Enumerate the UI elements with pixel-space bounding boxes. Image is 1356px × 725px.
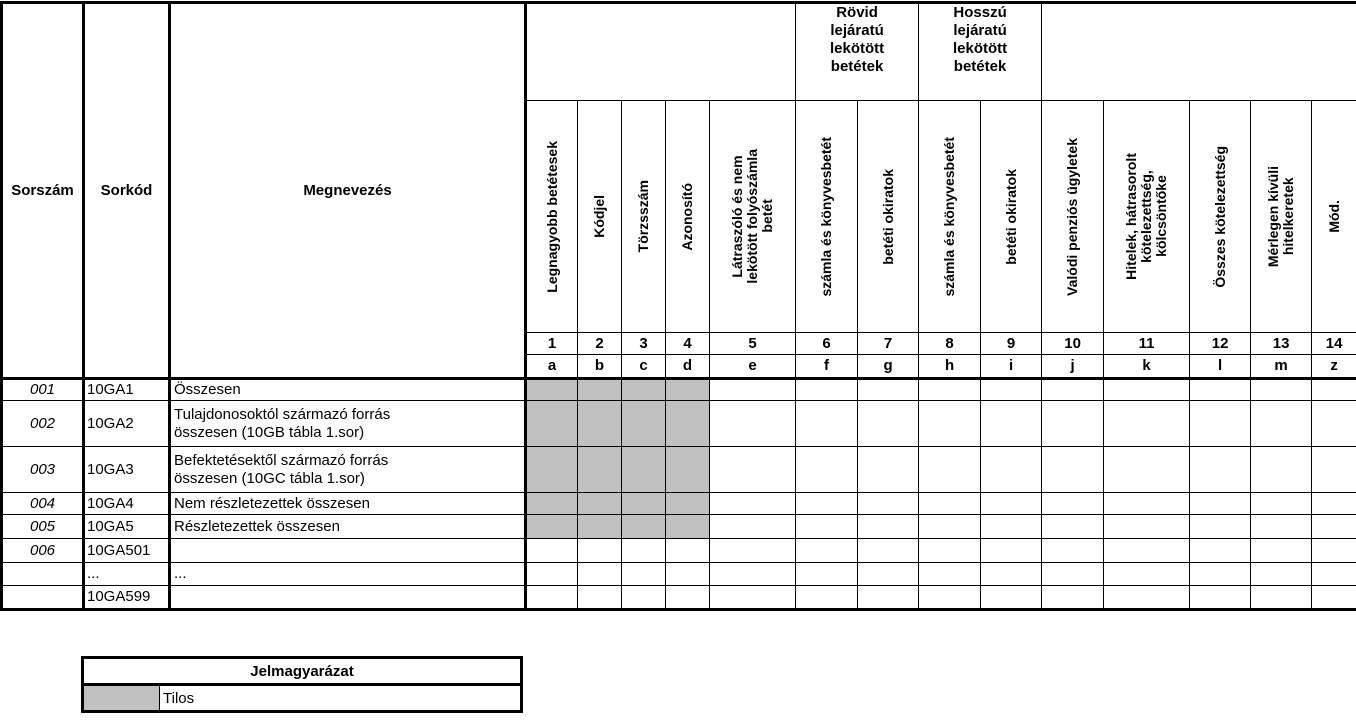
forbidden-cell bbox=[622, 515, 666, 539]
row-megnevezes: Befektetésektől származó forrás összesen (10GC tábla 1.sor) bbox=[170, 447, 526, 493]
input-cell[interactable] bbox=[710, 563, 796, 586]
col-letter: m bbox=[1251, 355, 1312, 379]
legend-title: Jelmagyarázat bbox=[83, 658, 522, 685]
table-row bbox=[2, 493, 1356, 515]
row-megnevezes: Összesen bbox=[170, 379, 526, 401]
legend-label: Tilos bbox=[160, 685, 522, 712]
col-number: 9 bbox=[981, 333, 1042, 355]
input-cell[interactable] bbox=[710, 447, 796, 493]
col-number: 11 bbox=[1104, 333, 1190, 355]
input-cell[interactable] bbox=[1104, 401, 1190, 447]
input-cell[interactable] bbox=[919, 586, 981, 610]
input-cell[interactable] bbox=[1251, 493, 1312, 515]
input-cell[interactable] bbox=[919, 563, 981, 586]
col-letter: h bbox=[919, 355, 981, 379]
input-cell[interactable] bbox=[981, 586, 1042, 610]
col-number: 4 bbox=[666, 333, 710, 355]
forbidden-cell bbox=[578, 401, 622, 447]
input-cell[interactable] bbox=[796, 515, 858, 539]
col-letter: e bbox=[710, 355, 796, 379]
col-number: 5 bbox=[710, 333, 796, 355]
col-header-8: számla és könyvesbetét bbox=[941, 136, 958, 297]
input-cell[interactable] bbox=[1042, 563, 1104, 586]
row-megnevezes: Tulajdonosoktól származó forrás összesen (10GB tábla 1.sor) bbox=[170, 401, 526, 447]
input-cell[interactable] bbox=[578, 586, 622, 610]
input-cell[interactable] bbox=[1251, 401, 1312, 447]
input-cell[interactable] bbox=[981, 493, 1042, 515]
input-cell[interactable] bbox=[1312, 539, 1356, 563]
forbidden-cell bbox=[578, 379, 622, 401]
col-header-7: betéti okiratok bbox=[879, 168, 896, 265]
input-cell[interactable] bbox=[1190, 401, 1251, 447]
row-sorszam: 004 bbox=[2, 493, 84, 515]
input-cell[interactable] bbox=[919, 401, 981, 447]
input-cell[interactable] bbox=[919, 379, 981, 401]
header-group-hosszu: Hosszú lejáratú lekötött betétek bbox=[919, 3, 1042, 101]
col-number: 6 bbox=[796, 333, 858, 355]
forbidden-cell bbox=[578, 493, 622, 515]
col-letter: g bbox=[858, 355, 919, 379]
row-sorkod: 10GA501 bbox=[84, 539, 170, 563]
input-cell[interactable] bbox=[1042, 586, 1104, 610]
input-cell[interactable] bbox=[919, 493, 981, 515]
table-row bbox=[2, 401, 1356, 447]
col-number: 12 bbox=[1190, 333, 1251, 355]
col-header-14: Mód. bbox=[1325, 200, 1342, 233]
row-sorkod: 10GA5 bbox=[84, 515, 170, 539]
col-letter: k bbox=[1104, 355, 1190, 379]
input-cell[interactable] bbox=[622, 539, 666, 563]
input-cell[interactable] bbox=[1042, 401, 1104, 447]
input-cell[interactable] bbox=[1190, 563, 1251, 586]
col-header-4: Azonosító bbox=[679, 182, 695, 251]
row-megnevezes: Nem részletezettek összesen bbox=[170, 493, 526, 515]
input-cell[interactable] bbox=[858, 539, 919, 563]
row-sorkod: 10GA599 bbox=[84, 586, 170, 610]
col-number: 10 bbox=[1042, 333, 1104, 355]
input-cell[interactable] bbox=[981, 401, 1042, 447]
col-header-6: számla és könyvesbetét bbox=[818, 136, 835, 297]
forbidden-cell bbox=[526, 379, 578, 401]
input-cell[interactable] bbox=[1251, 563, 1312, 586]
forbidden-cell bbox=[578, 515, 622, 539]
input-cell[interactable] bbox=[526, 539, 578, 563]
input-cell[interactable] bbox=[858, 379, 919, 401]
input-cell[interactable] bbox=[1312, 493, 1356, 515]
input-cell[interactable] bbox=[796, 493, 858, 515]
col-header-5: Látraszóló és nem lekötött folyószámla betét bbox=[729, 149, 776, 284]
row-megnevezes bbox=[170, 539, 526, 563]
row-sorszam: 002 bbox=[2, 401, 84, 447]
col-letter: d bbox=[666, 355, 710, 379]
forbidden-cell bbox=[622, 379, 666, 401]
col-header-3: Törzsszám bbox=[635, 180, 651, 253]
input-cell[interactable] bbox=[1042, 493, 1104, 515]
row-sorkod: 10GA3 bbox=[84, 447, 170, 493]
col-letter: c bbox=[622, 355, 666, 379]
input-cell[interactable] bbox=[710, 493, 796, 515]
col-letter: z bbox=[1312, 355, 1356, 379]
col-number: 7 bbox=[858, 333, 919, 355]
input-cell[interactable] bbox=[796, 379, 858, 401]
input-cell[interactable] bbox=[1312, 515, 1356, 539]
input-cell[interactable] bbox=[1312, 401, 1356, 447]
col-number: 14 bbox=[1312, 333, 1356, 355]
header-blank-right bbox=[1042, 3, 1356, 101]
input-cell[interactable] bbox=[1042, 379, 1104, 401]
col-number: 13 bbox=[1251, 333, 1312, 355]
col-header-13: Mérlegen kívüli hitelkeretek bbox=[1265, 165, 1297, 268]
forbidden-cell bbox=[666, 515, 710, 539]
input-cell[interactable] bbox=[1042, 539, 1104, 563]
col-letter: b bbox=[578, 355, 622, 379]
row-sorszam: 003 bbox=[2, 447, 84, 493]
input-cell[interactable] bbox=[666, 563, 710, 586]
row-sorkod: ... bbox=[84, 563, 170, 586]
input-cell[interactable] bbox=[1312, 379, 1356, 401]
input-cell[interactable] bbox=[622, 563, 666, 586]
input-cell[interactable] bbox=[1104, 586, 1190, 610]
input-cell[interactable] bbox=[919, 539, 981, 563]
input-cell[interactable] bbox=[919, 515, 981, 539]
col-header-1: Legnagyobb betétesek bbox=[543, 140, 560, 293]
input-cell[interactable] bbox=[1104, 493, 1190, 515]
input-cell[interactable] bbox=[666, 539, 710, 563]
legend bbox=[81, 656, 523, 713]
input-cell[interactable] bbox=[981, 447, 1042, 493]
input-cell[interactable] bbox=[578, 563, 622, 586]
input-cell[interactable] bbox=[1312, 563, 1356, 586]
row-sorkod: 10GA1 bbox=[84, 379, 170, 401]
col-header-11: Hitelek, hátrasorolt kötelezettség, kölcsöntőke bbox=[1123, 153, 1170, 280]
col-number: 1 bbox=[526, 333, 578, 355]
input-cell[interactable] bbox=[1190, 447, 1251, 493]
input-cell[interactable] bbox=[1251, 586, 1312, 610]
col-letter: i bbox=[981, 355, 1042, 379]
table-row bbox=[2, 515, 1356, 539]
input-cell[interactable] bbox=[981, 563, 1042, 586]
col-letter: f bbox=[796, 355, 858, 379]
forbidden-cell bbox=[622, 493, 666, 515]
forbidden-cell bbox=[666, 493, 710, 515]
forbidden-cell bbox=[526, 447, 578, 493]
input-cell[interactable] bbox=[1251, 447, 1312, 493]
input-cell[interactable] bbox=[796, 586, 858, 610]
input-cell[interactable] bbox=[796, 401, 858, 447]
input-cell[interactable] bbox=[1104, 379, 1190, 401]
input-cell[interactable] bbox=[858, 586, 919, 610]
col-letter: a bbox=[526, 355, 578, 379]
input-cell[interactable] bbox=[858, 447, 919, 493]
row-sorszam: 006 bbox=[2, 539, 84, 563]
header-megnevezes: Megnevezés bbox=[170, 3, 526, 379]
row-sorszam bbox=[2, 586, 84, 610]
input-cell[interactable] bbox=[1251, 379, 1312, 401]
input-cell[interactable] bbox=[1312, 447, 1356, 493]
col-header-2: Kódjel bbox=[591, 195, 607, 238]
row-megnevezes: Részletezettek összesen bbox=[170, 515, 526, 539]
legend-swatch bbox=[83, 685, 160, 712]
row-sorkod: 10GA2 bbox=[84, 401, 170, 447]
table-row bbox=[2, 563, 1356, 586]
input-cell[interactable] bbox=[858, 401, 919, 447]
header-group-rovid: Rövid lejáratú lekötött betétek bbox=[796, 3, 919, 101]
col-header-10: Valódi penziós ügyletek bbox=[1064, 137, 1081, 296]
input-cell[interactable] bbox=[1312, 586, 1356, 610]
input-cell[interactable] bbox=[710, 379, 796, 401]
forbidden-cell bbox=[666, 401, 710, 447]
input-cell[interactable] bbox=[526, 586, 578, 610]
input-cell[interactable] bbox=[858, 493, 919, 515]
input-cell[interactable] bbox=[1251, 539, 1312, 563]
input-cell[interactable] bbox=[710, 515, 796, 539]
forbidden-cell bbox=[622, 447, 666, 493]
forbidden-cell bbox=[666, 379, 710, 401]
input-cell[interactable] bbox=[622, 586, 666, 610]
forbidden-cell bbox=[526, 515, 578, 539]
table-row bbox=[2, 447, 1356, 493]
input-cell[interactable] bbox=[919, 447, 981, 493]
header-sorkod: Sorkód bbox=[84, 3, 170, 379]
table-row bbox=[2, 586, 1356, 610]
col-number: 2 bbox=[578, 333, 622, 355]
forbidden-cell bbox=[622, 401, 666, 447]
input-cell[interactable] bbox=[710, 401, 796, 447]
input-cell[interactable] bbox=[796, 447, 858, 493]
input-cell[interactable] bbox=[858, 515, 919, 539]
input-cell[interactable] bbox=[1190, 493, 1251, 515]
forbidden-cell bbox=[526, 493, 578, 515]
input-cell[interactable] bbox=[526, 563, 578, 586]
row-sorkod: 10GA4 bbox=[84, 493, 170, 515]
table-row bbox=[2, 539, 1356, 563]
input-cell[interactable] bbox=[578, 539, 622, 563]
col-header-9: betéti okiratok bbox=[1002, 168, 1019, 265]
col-letter: l bbox=[1190, 355, 1251, 379]
input-cell[interactable] bbox=[1251, 515, 1312, 539]
table-row bbox=[2, 379, 1356, 401]
input-cell[interactable] bbox=[1104, 563, 1190, 586]
input-cell[interactable] bbox=[666, 586, 710, 610]
input-cell[interactable] bbox=[1190, 539, 1251, 563]
col-number: 8 bbox=[919, 333, 981, 355]
input-cell[interactable] bbox=[1042, 447, 1104, 493]
input-cell[interactable] bbox=[981, 515, 1042, 539]
forbidden-cell bbox=[526, 401, 578, 447]
input-cell[interactable] bbox=[796, 539, 858, 563]
row-megnevezes: ... bbox=[170, 563, 526, 586]
col-header-12: Összes kötelezettség bbox=[1211, 145, 1228, 288]
header-sorszam: Sorszám bbox=[2, 3, 84, 379]
data-table bbox=[0, 1, 1356, 611]
input-cell[interactable] bbox=[1190, 515, 1251, 539]
input-cell[interactable] bbox=[981, 379, 1042, 401]
col-letter: j bbox=[1042, 355, 1104, 379]
input-cell[interactable] bbox=[858, 563, 919, 586]
input-cell[interactable] bbox=[1190, 379, 1251, 401]
forbidden-cell bbox=[666, 447, 710, 493]
input-cell[interactable] bbox=[796, 563, 858, 586]
header-blank-left bbox=[526, 3, 796, 101]
input-cell[interactable] bbox=[1042, 515, 1104, 539]
input-cell[interactable] bbox=[1104, 515, 1190, 539]
row-megnevezes bbox=[170, 586, 526, 610]
row-sorszam: 001 bbox=[2, 379, 84, 401]
input-cell[interactable] bbox=[710, 539, 796, 563]
row-sorszam bbox=[2, 563, 84, 586]
input-cell[interactable] bbox=[981, 539, 1042, 563]
input-cell[interactable] bbox=[1104, 447, 1190, 493]
input-cell[interactable] bbox=[710, 586, 796, 610]
row-sorszam: 005 bbox=[2, 515, 84, 539]
input-cell[interactable] bbox=[1190, 586, 1251, 610]
col-number: 3 bbox=[622, 333, 666, 355]
input-cell[interactable] bbox=[1104, 539, 1190, 563]
forbidden-cell bbox=[578, 447, 622, 493]
